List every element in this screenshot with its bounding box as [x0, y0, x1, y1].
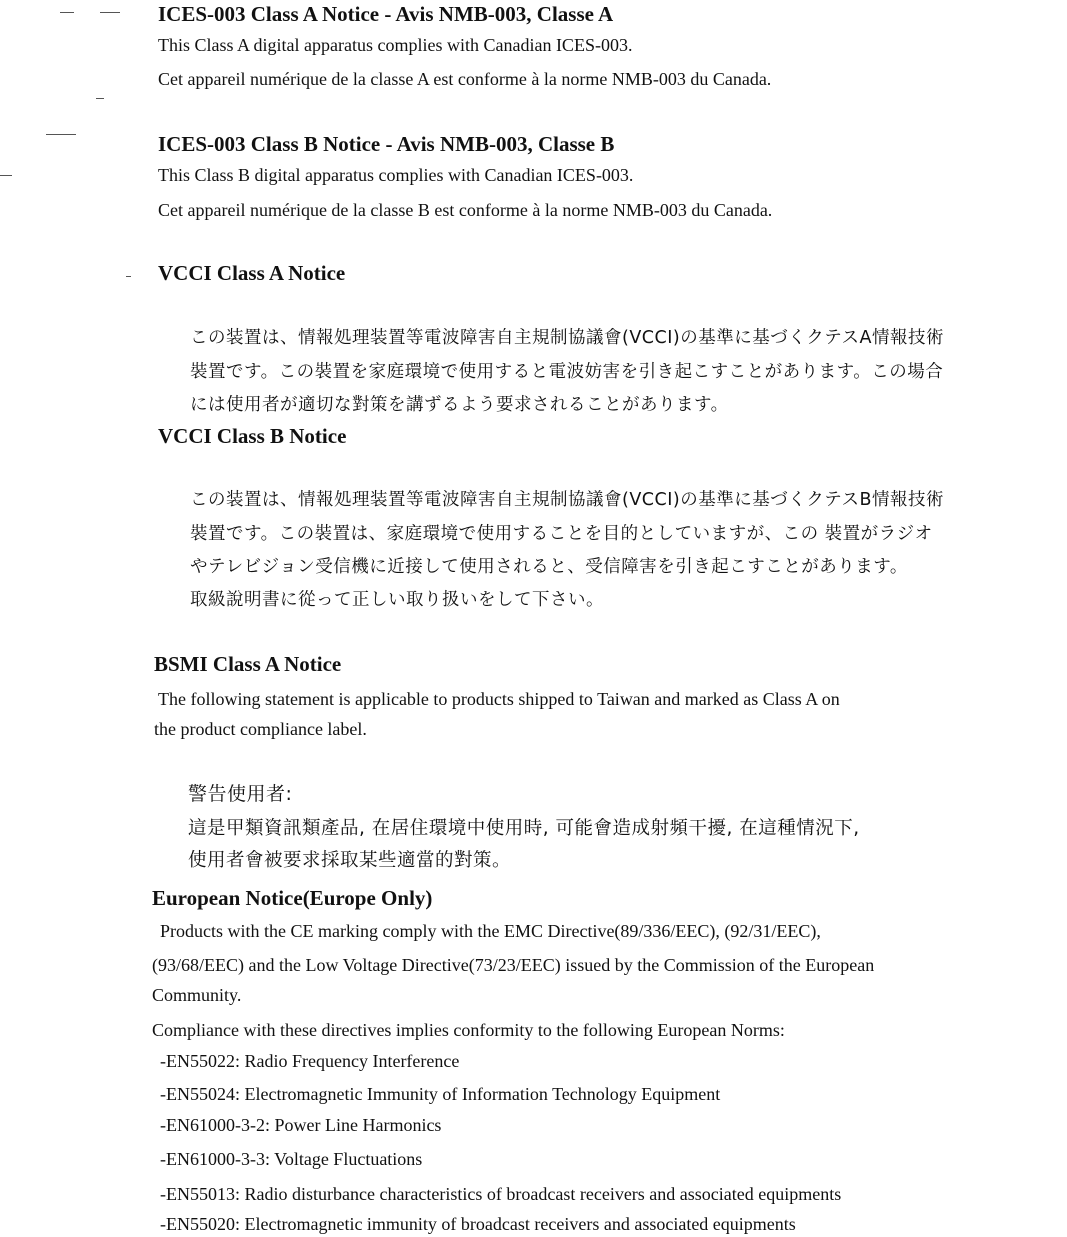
scan-speck [126, 276, 131, 277]
europe-norm-5: -EN55013: Radio disturbance characteristics of broadcast receivers and associated equipments [160, 1184, 842, 1204]
europe-norm-6: -EN55020: Electromagnetic immunity of broadcast receivers and associated equipments [160, 1214, 796, 1234]
vcci-b-line-2: 裝置です。この裝置は、家庭環境で使用することを目的としていますが、この 裝置がラジオ [190, 524, 933, 544]
europe-line-1: Products with the CE marking comply with the EMC Directive(89/336/EEC), (92/31/EEC), [160, 921, 821, 941]
europe-norm-4: -EN61000-3-3: Voltage Fluctuations [160, 1149, 423, 1169]
bsmi-line-2: the product compliance label. [154, 719, 367, 739]
bsmi-warning-line-1: 這是甲類資訊類產品, 在居住環境中使用時, 可能會造成射頻干擾, 在這種情況下, [188, 818, 860, 839]
bsmi-heading: BSMI Class A Notice [154, 652, 342, 676]
europe-line-2: (93/68/EEC) and the Low Voltage Directive(73/23/EEC) issued by the Commission of the European [152, 955, 875, 975]
europe-line-3: Community. [152, 985, 242, 1005]
scan-speck [60, 12, 74, 13]
scan-speck [96, 98, 104, 99]
vcci-b-line-3: やテレビジョン受信機に近接して使用されると、受信障害を引き起こすことがあります。 [190, 557, 908, 577]
bsmi-warning-title: 警告使用者: [188, 783, 293, 805]
scan-speck [46, 134, 76, 135]
scan-speck [100, 12, 120, 13]
ices-a-heading: ICES-003 Class A Notice - Avis NMB-003, Classe A [158, 2, 614, 26]
ices-b-heading: ICES-003 Class B Notice - Avis NMB-003, Classe B [158, 132, 615, 156]
europe-norm-3: -EN61000-3-2: Power Line Harmonics [160, 1115, 442, 1135]
bsmi-warning-line-2: 使用者會被要求採取某些適當的對策。 [188, 850, 512, 871]
ices-b-line-1: This Class B digital apparatus complies with Canadian ICES-003. [158, 165, 634, 185]
ices-a-line-1: This Class A digital apparatus complies with Canadian ICES-003. [158, 35, 633, 55]
europe-heading: European Notice(Europe Only) [152, 886, 433, 910]
europe-line-4: Compliance with these directives implies conformity to the following European Norms: [152, 1020, 785, 1040]
bsmi-line-1: The following statement is applicable to products shipped to Taiwan and marked as Class A on [158, 689, 840, 709]
scan-speck [0, 175, 12, 176]
vcci-a-line-1: この装置は、情報処理装置等電波障害自主規制協議會(VCCI)の基準に基づくクテスA情報技術 [190, 328, 944, 348]
europe-norm-2: -EN55024: Electromagnetic Immunity of Information Technology Equipment [160, 1084, 721, 1104]
ices-b-line-2: Cet appareil numérique de la classe B est conforme à la norme NMB-003 du Canada. [158, 200, 773, 220]
vcci-b-line-4: 取級說明書に從って正しい取り扱いをして下さい。 [190, 590, 604, 610]
europe-norm-1: -EN55022: Radio Frequency Interference [160, 1051, 460, 1071]
ices-a-line-2: Cet appareil numérique de la classe A est conforme à la norme NMB-003 du Canada. [158, 69, 772, 89]
vcci-a-line-3: には使用者が適切な對策を講ずるよう要求されることがあります。 [190, 395, 729, 415]
vcci-b-heading: VCCI Class B Notice [158, 424, 347, 448]
vcci-a-heading: VCCI Class A Notice [158, 261, 346, 285]
vcci-b-line-1: この装置は、情報処理装置等電波障害自主規制協議會(VCCI)の基準に基づくクテスB情報技術 [190, 490, 945, 510]
vcci-a-line-2: 裝置です。この裝置を家庭環境で使用すると電波妨害を引き起こすことがあります。この場合 [190, 362, 944, 382]
